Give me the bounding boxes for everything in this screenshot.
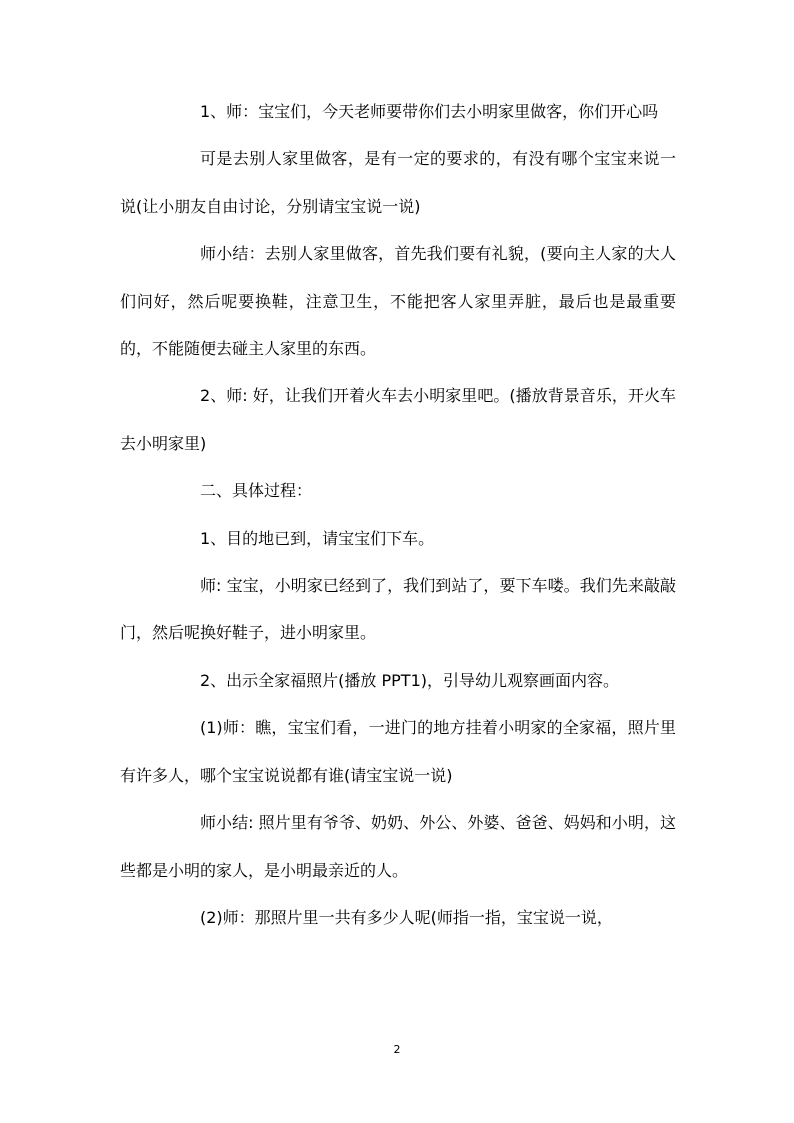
- document-body: [120, 88, 676, 941]
- paragraph: 2、出示全家福照片(播放 PPT1)，引导幼儿观察画面内容。: [200, 670, 620, 690]
- paragraph: (1)师：瞧，宝宝们看，一进门的地方挂着小明家的全家福，照片里有许多人，哪个宝宝说说都有谁(请宝宝说一说): [120, 718, 676, 785]
- paragraph: 师: 宝宝，小明家已经到了，我们到站了，要下车喽。我们先来敲敲门，然后呢换好鞋子，进小明家里。: [120, 576, 676, 643]
- paragraph: 可是去别人家里做客，是有一定的要求的，有没有哪个宝宝来说一说(让小朋友自由讨论，分别请宝宝说一说): [120, 149, 676, 216]
- paragraph: 师小结：去别人家里做客，首先我们要有礼貌，(要向主人家的大人们问好，然后呢要换鞋，注意卫生，不能把客人家里弄脏，最后也是最重要的，不能随便去碰主人家里的东西。: [120, 244, 676, 359]
- paragraph: 1、目的地已到，请宝宝们下车。: [200, 528, 435, 548]
- paragraph: (2)师：那照片里一共有多少人呢(师指一指，宝宝说一说，: [200, 907, 613, 927]
- paragraph: 2、师: 好，让我们开着火车去小明家里吧。(播放背景音乐，开火车去小明家里): [120, 386, 676, 453]
- page-number: 2: [393, 1043, 401, 1056]
- section-heading: 二、具体过程：: [200, 481, 313, 501]
- paragraph: 1、师：宝宝们，今天老师要带你们去小明家里做客，你们开心吗: [200, 102, 659, 121]
- paragraph: 师小结: 照片里有爷爷、奶奶、外公、外婆、爸爸、妈妈和小明，这些都是小明的家人，是小明最亲近的人。: [120, 813, 676, 880]
